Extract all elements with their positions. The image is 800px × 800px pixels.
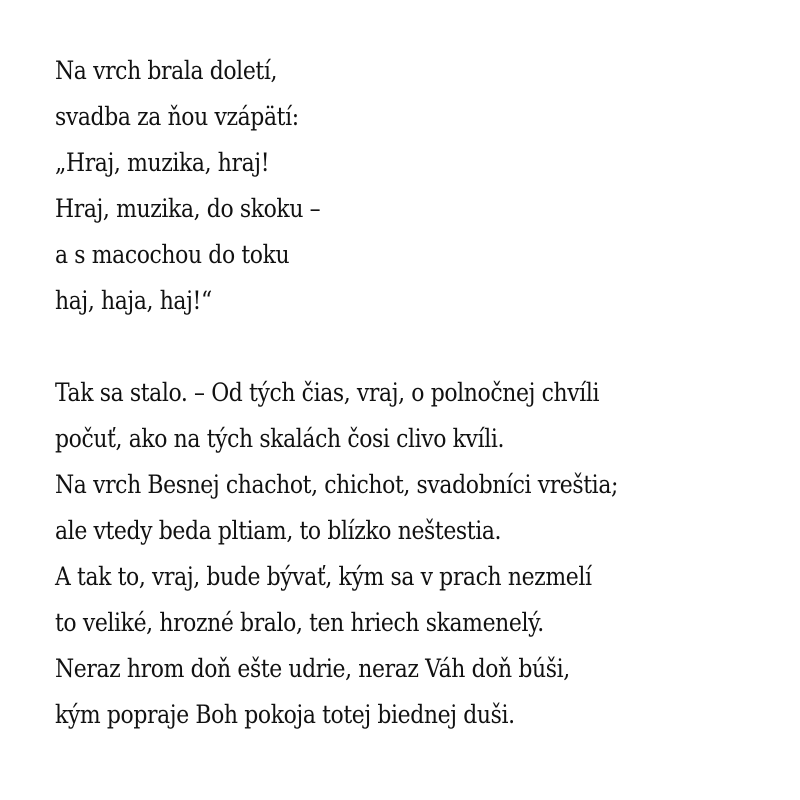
poem-line: to veliké, hrozné bralo, ten hriech skamenelý. bbox=[55, 608, 544, 638]
poem-line: a s macochou do toku bbox=[55, 240, 290, 270]
poem-line: „Hraj, muzika, hraj! bbox=[55, 148, 270, 178]
poem-line: Hraj, muzika, do skoku – bbox=[55, 194, 321, 224]
poem-line: Na vrch Besnej chachot, chichot, svadobníci vreštia; bbox=[55, 470, 619, 500]
poem-line: Neraz hrom doň ešte udrie, neraz Váh doň búši, bbox=[55, 654, 570, 684]
poem-text bbox=[55, 48, 674, 738]
poem-line: kým popraje Boh pokoja totej biednej duši. bbox=[55, 700, 515, 730]
stanza-2 bbox=[55, 370, 674, 738]
poem-line: Tak sa stalo. – Od tých čias, vraj, o polnočnej chvíli bbox=[55, 378, 600, 408]
poem-line: Na vrch brala doletí, bbox=[55, 56, 278, 86]
poem-line: ale vtedy beda pltiam, to blízko neštestia. bbox=[55, 516, 502, 546]
poem-line: haj, haja, haj!“ bbox=[55, 286, 212, 316]
stanza-1 bbox=[55, 48, 674, 324]
poem-line: svadba za ňou vzápätí: bbox=[55, 102, 299, 132]
poem-line: počuť, ako na tých skalách čosi clivo kvíli. bbox=[55, 424, 505, 454]
poem-line: A tak to, vraj, bude bývať, kým sa v prach nezmelí bbox=[55, 562, 592, 592]
